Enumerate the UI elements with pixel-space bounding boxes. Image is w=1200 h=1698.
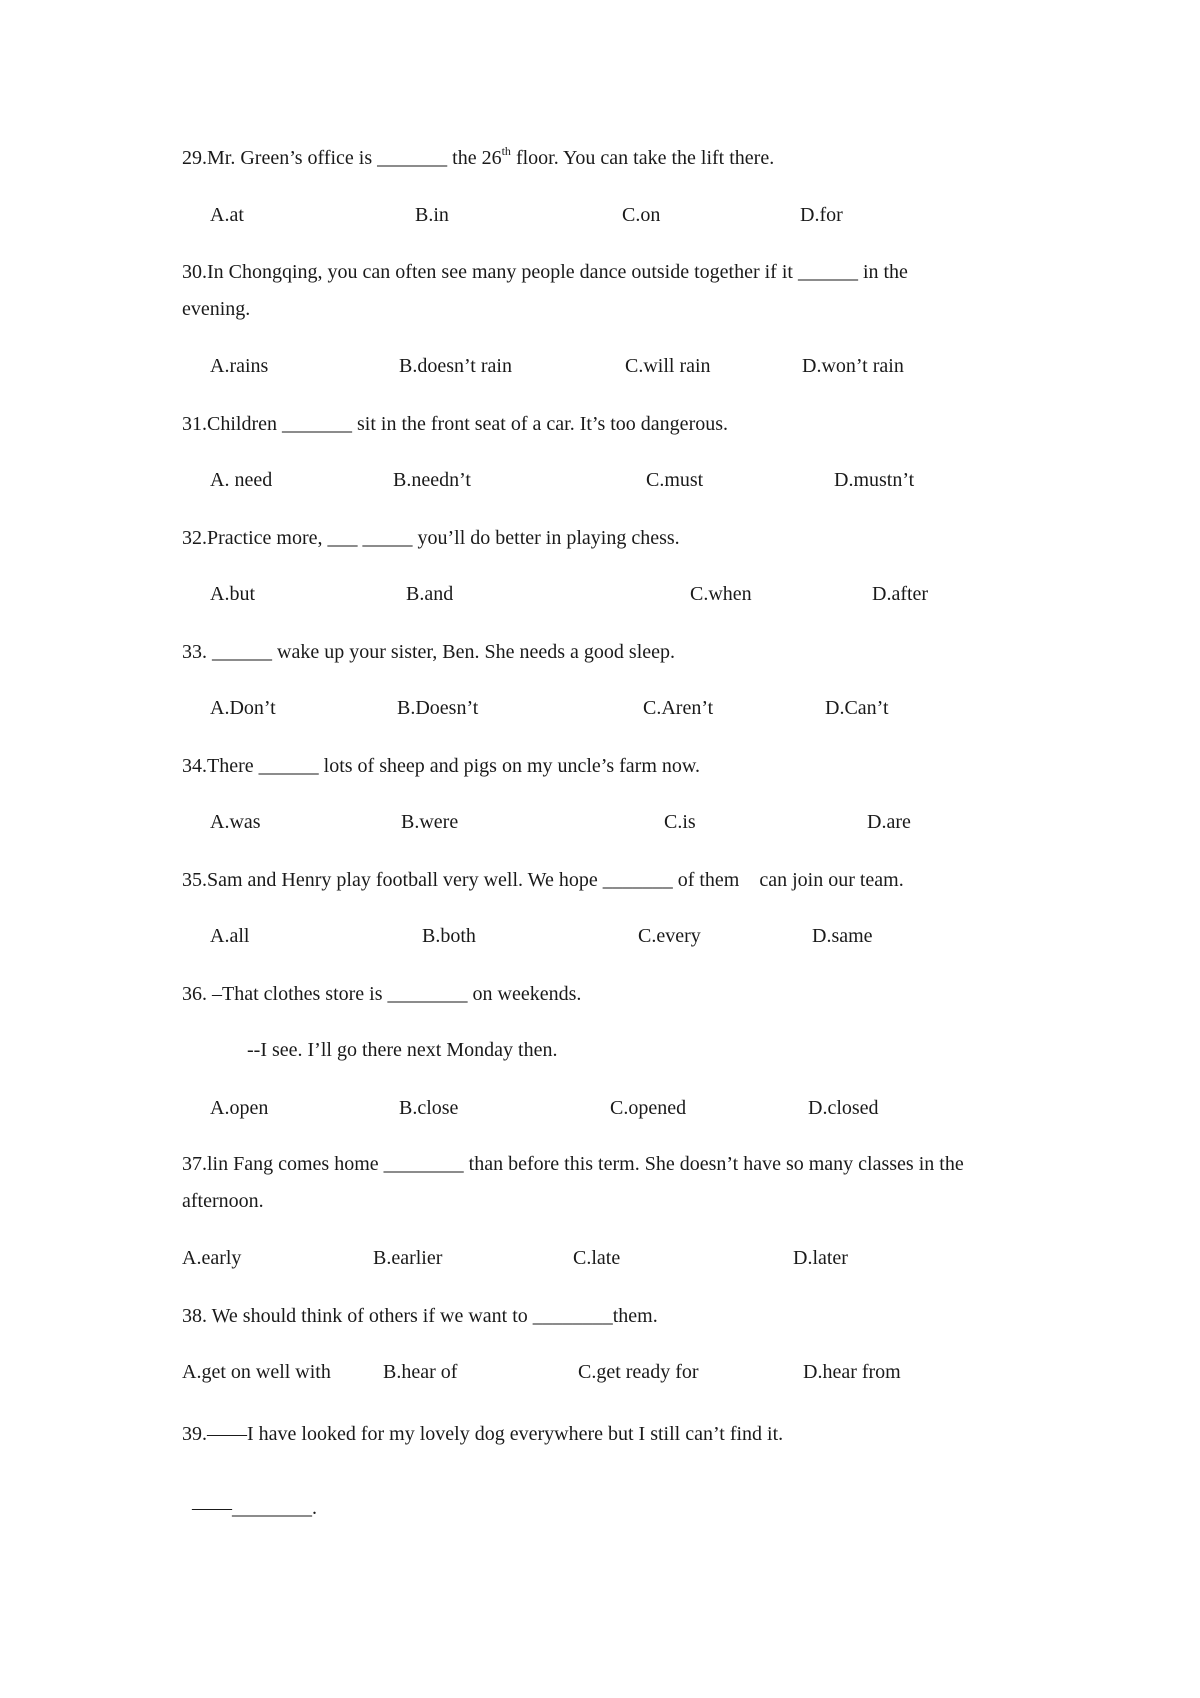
question-31-option-d: D.mustn’t (834, 469, 915, 491)
question-29-option-c: C.on (622, 204, 661, 226)
question-31-option-c: C.must (646, 469, 704, 491)
question-29-superscript: th (501, 144, 511, 158)
question-34-option-d: D.are (867, 811, 911, 833)
question-29-stem-text: 29.Mr. Green’s office is _______ the 26 (182, 147, 502, 169)
question-36-option-c: C.opened (610, 1097, 687, 1119)
question-33-option-a: A.Don’t (210, 697, 276, 719)
question-31-stem: 31.Children _______ sit in the front seat of a car. It’s too dangerous. (182, 413, 729, 435)
question-36-stem: 36. –That clothes store is ________ on weekends. (182, 983, 582, 1005)
question-36-option-b: B.close (399, 1097, 459, 1119)
question-29-stem (182, 146, 774, 170)
question-29-stem-text-end: floor. You can take the lift there. (510, 147, 775, 169)
question-30-option-a: A.rains (210, 355, 269, 377)
question-37-stem-continued: afternoon. (182, 1190, 264, 1212)
question-36-option-d: D.closed (808, 1097, 879, 1119)
question-35-option-a: A.all (210, 925, 250, 947)
question-38-option-a: A.get on well with (182, 1361, 331, 1383)
question-32-stem: 32.Practice more, ___ _____ you’ll do better in playing chess. (182, 527, 680, 549)
question-39-stem: 39.——I have looked for my lovely dog everywhere but I still can’t find it. (182, 1423, 784, 1445)
question-33-option-c: C.Aren’t (643, 697, 714, 719)
question-31-option-b: B.needn’t (393, 469, 471, 491)
question-38-option-d: D.hear from (803, 1361, 901, 1383)
question-36-reply: --I see. I’ll go there next Monday then. (247, 1039, 558, 1061)
question-38-option-b: B.hear of (383, 1361, 458, 1383)
question-29-option-d: D.for (800, 204, 843, 226)
question-39-answer-line: ——________. (192, 1497, 317, 1519)
question-37-stem: 37.lin Fang comes home ________ than before this term. She doesn’t have so many classes in the (182, 1153, 964, 1175)
question-35-stem: 35.Sam and Henry play football very well. We hope _______ of them can join our team. (182, 869, 904, 891)
question-34-option-c: C.is (664, 811, 696, 833)
question-30-option-d: D.won’t rain (802, 355, 904, 377)
question-37-option-b: B.earlier (373, 1247, 443, 1269)
question-30-option-b: B.doesn’t rain (399, 355, 512, 377)
question-29-option-b: B.in (415, 204, 449, 226)
question-31-option-a: A. need (210, 469, 273, 491)
question-30-stem: 30.In Chongqing, you can often see many people dance outside together if it ______ in the (182, 261, 908, 283)
question-34-stem: 34.There ______ lots of sheep and pigs on my uncle’s farm now. (182, 755, 701, 777)
question-29-option-a: A.at (210, 204, 244, 226)
question-34-option-b: B.were (401, 811, 459, 833)
question-37-option-d: D.later (793, 1247, 848, 1269)
question-35-option-b: B.both (422, 925, 476, 947)
question-33-option-b: B.Doesn’t (397, 697, 479, 719)
question-32-option-c: C.when (690, 583, 752, 605)
question-32-option-d: D.after (872, 583, 929, 605)
question-35-option-c: C.every (638, 925, 701, 947)
question-30-option-c: C.will rain (625, 355, 711, 377)
question-32-option-a: A.but (210, 583, 255, 605)
question-35-option-d: D.same (812, 925, 873, 947)
question-38-stem: 38. We should think of others if we want to ________them. (182, 1305, 658, 1327)
question-37-option-a: A.early (182, 1247, 242, 1269)
question-37-option-c: C.late (573, 1247, 621, 1269)
question-32-option-b: B.and (406, 583, 454, 605)
question-38-option-c: C.get ready for (578, 1361, 699, 1383)
question-34-option-a: A.was (210, 811, 261, 833)
question-33-option-d: D.Can’t (825, 697, 889, 719)
question-30-stem-continued: evening. (182, 298, 251, 320)
question-33-stem: 33. ______ wake up your sister, Ben. She needs a good sleep. (182, 641, 675, 663)
question-36-option-a: A.open (210, 1097, 269, 1119)
